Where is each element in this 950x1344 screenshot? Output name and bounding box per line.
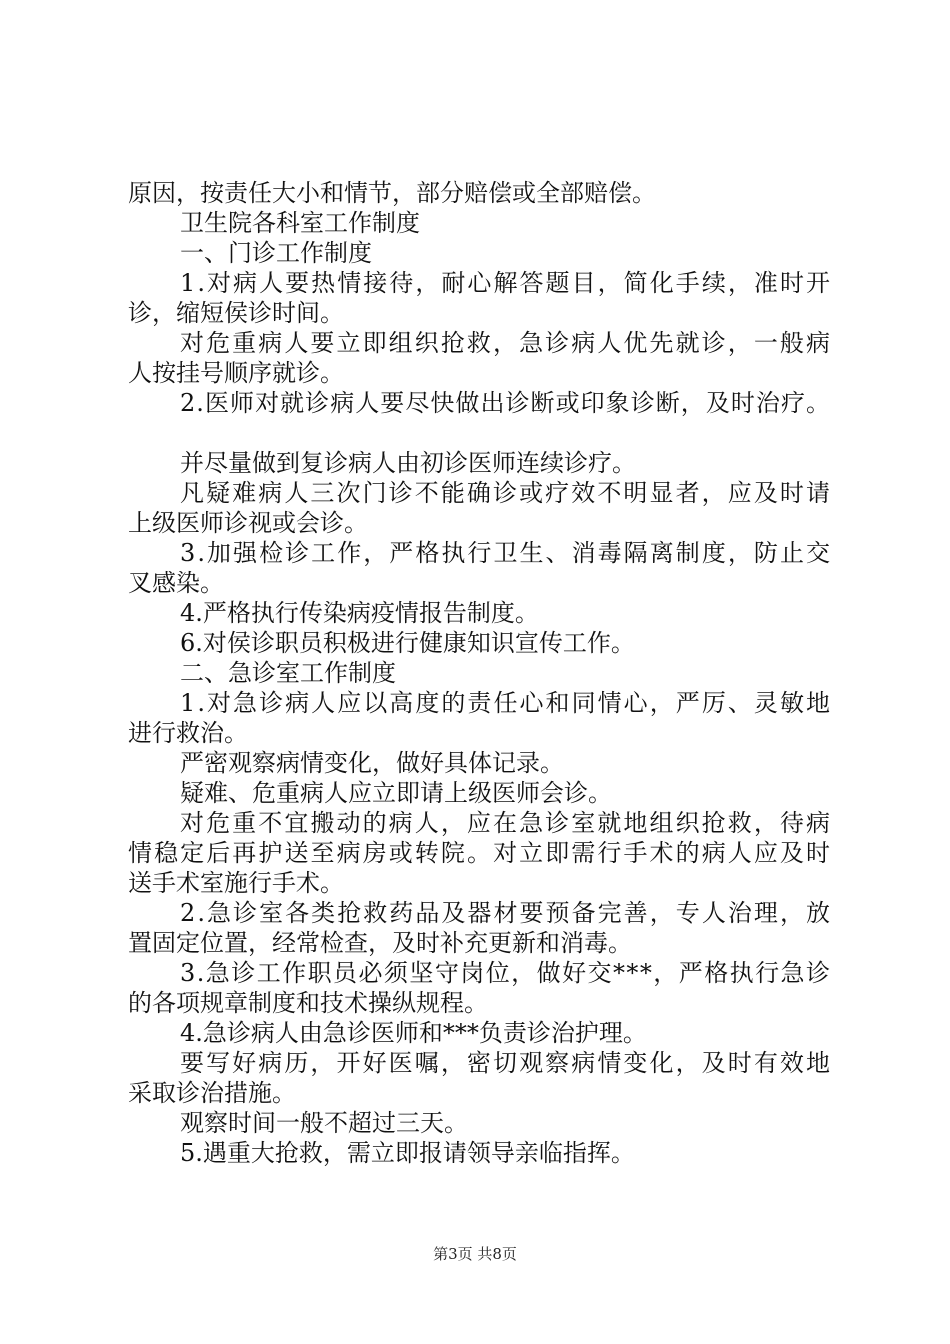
text-line: 对危重病人要立即组织抢救，急诊病人优先就诊，一般病	[180, 329, 833, 357]
text-line: 要写好病历，开好医嘱，密切观察病情变化，及时有效地	[180, 1049, 833, 1077]
text-line: 5.遇重大抢救，需立即报请领导亲临指挥。	[180, 1139, 635, 1167]
text-line: 情稳定后再护送至病房或转院。对立即需行手术的病人应及时	[128, 839, 833, 867]
text-line: 置固定位置，经常检查，及时补充更新和消毒。	[128, 929, 632, 957]
text-line: 观察时间一般不超过三天。	[180, 1109, 468, 1137]
text-line: 进行救治。	[128, 719, 248, 747]
text-line: 人按挂号顺序就诊。	[128, 359, 344, 387]
text-line: 的各项规章制度和技术操纵规程。	[128, 989, 488, 1017]
text-line: 采取诊治措施。	[128, 1079, 296, 1107]
text-line: 对危重不宜搬动的病人，应在急诊室就地组织抢救，待病	[180, 809, 833, 837]
text-line: 3.急诊工作职员必须坚守岗位，做好交***，严格执行急诊	[180, 959, 832, 987]
text-line: 6.对侯诊职员积极进行健康知识宣传工作。	[180, 629, 635, 657]
text-line: 严密观察病情变化，做好具体记录。	[180, 749, 564, 777]
text-line: 4.急诊病人由急诊医师和***负责诊治护理。	[180, 1019, 647, 1047]
text-line: 叉感染。	[128, 569, 224, 597]
text-line: 2.医师对就诊病人要尽快做出诊断或印象诊断，及时治疗。	[180, 389, 832, 417]
text-line: 2.急诊室各类抢救药品及器材要预备完善，专人治理，放	[180, 899, 833, 927]
text-line: 卫生院各科室工作制度	[180, 209, 420, 237]
text-line: 凡疑难病人三次门诊不能确诊或疗效不明显者，应及时请	[180, 479, 833, 507]
text-line: 二、急诊室工作制度	[180, 659, 396, 687]
text-line: 3.加强检诊工作，严格执行卫生、消毒隔离制度，防止交	[180, 539, 833, 567]
text-line: 上级医师诊视或会诊。	[128, 509, 368, 537]
text-line: 疑难、危重病人应立即请上级医师会诊。	[180, 779, 612, 807]
text-line: 送手术室施行手术。	[128, 869, 344, 897]
text-line: 4.严格执行传染病疫情报告制度。	[180, 599, 539, 627]
text-line: 1.对病人要热情接待，耐心解答题目，简化手续，准时开	[180, 269, 833, 297]
text-line: 并尽量做到复诊病人由初诊医师连续诊疗。	[180, 449, 636, 477]
text-line: 一、门诊工作制度	[180, 239, 372, 267]
page-footer: 第3页 共8页	[433, 1245, 517, 1263]
text-line: 1.对急诊病人应以高度的责任心和同情心，严厉、灵敏地	[180, 689, 833, 717]
text-line: 原因，按责任大小和情节，部分赔偿或全部赔偿。	[128, 179, 656, 207]
text-line: 诊，缩短侯诊时间。	[128, 299, 344, 327]
